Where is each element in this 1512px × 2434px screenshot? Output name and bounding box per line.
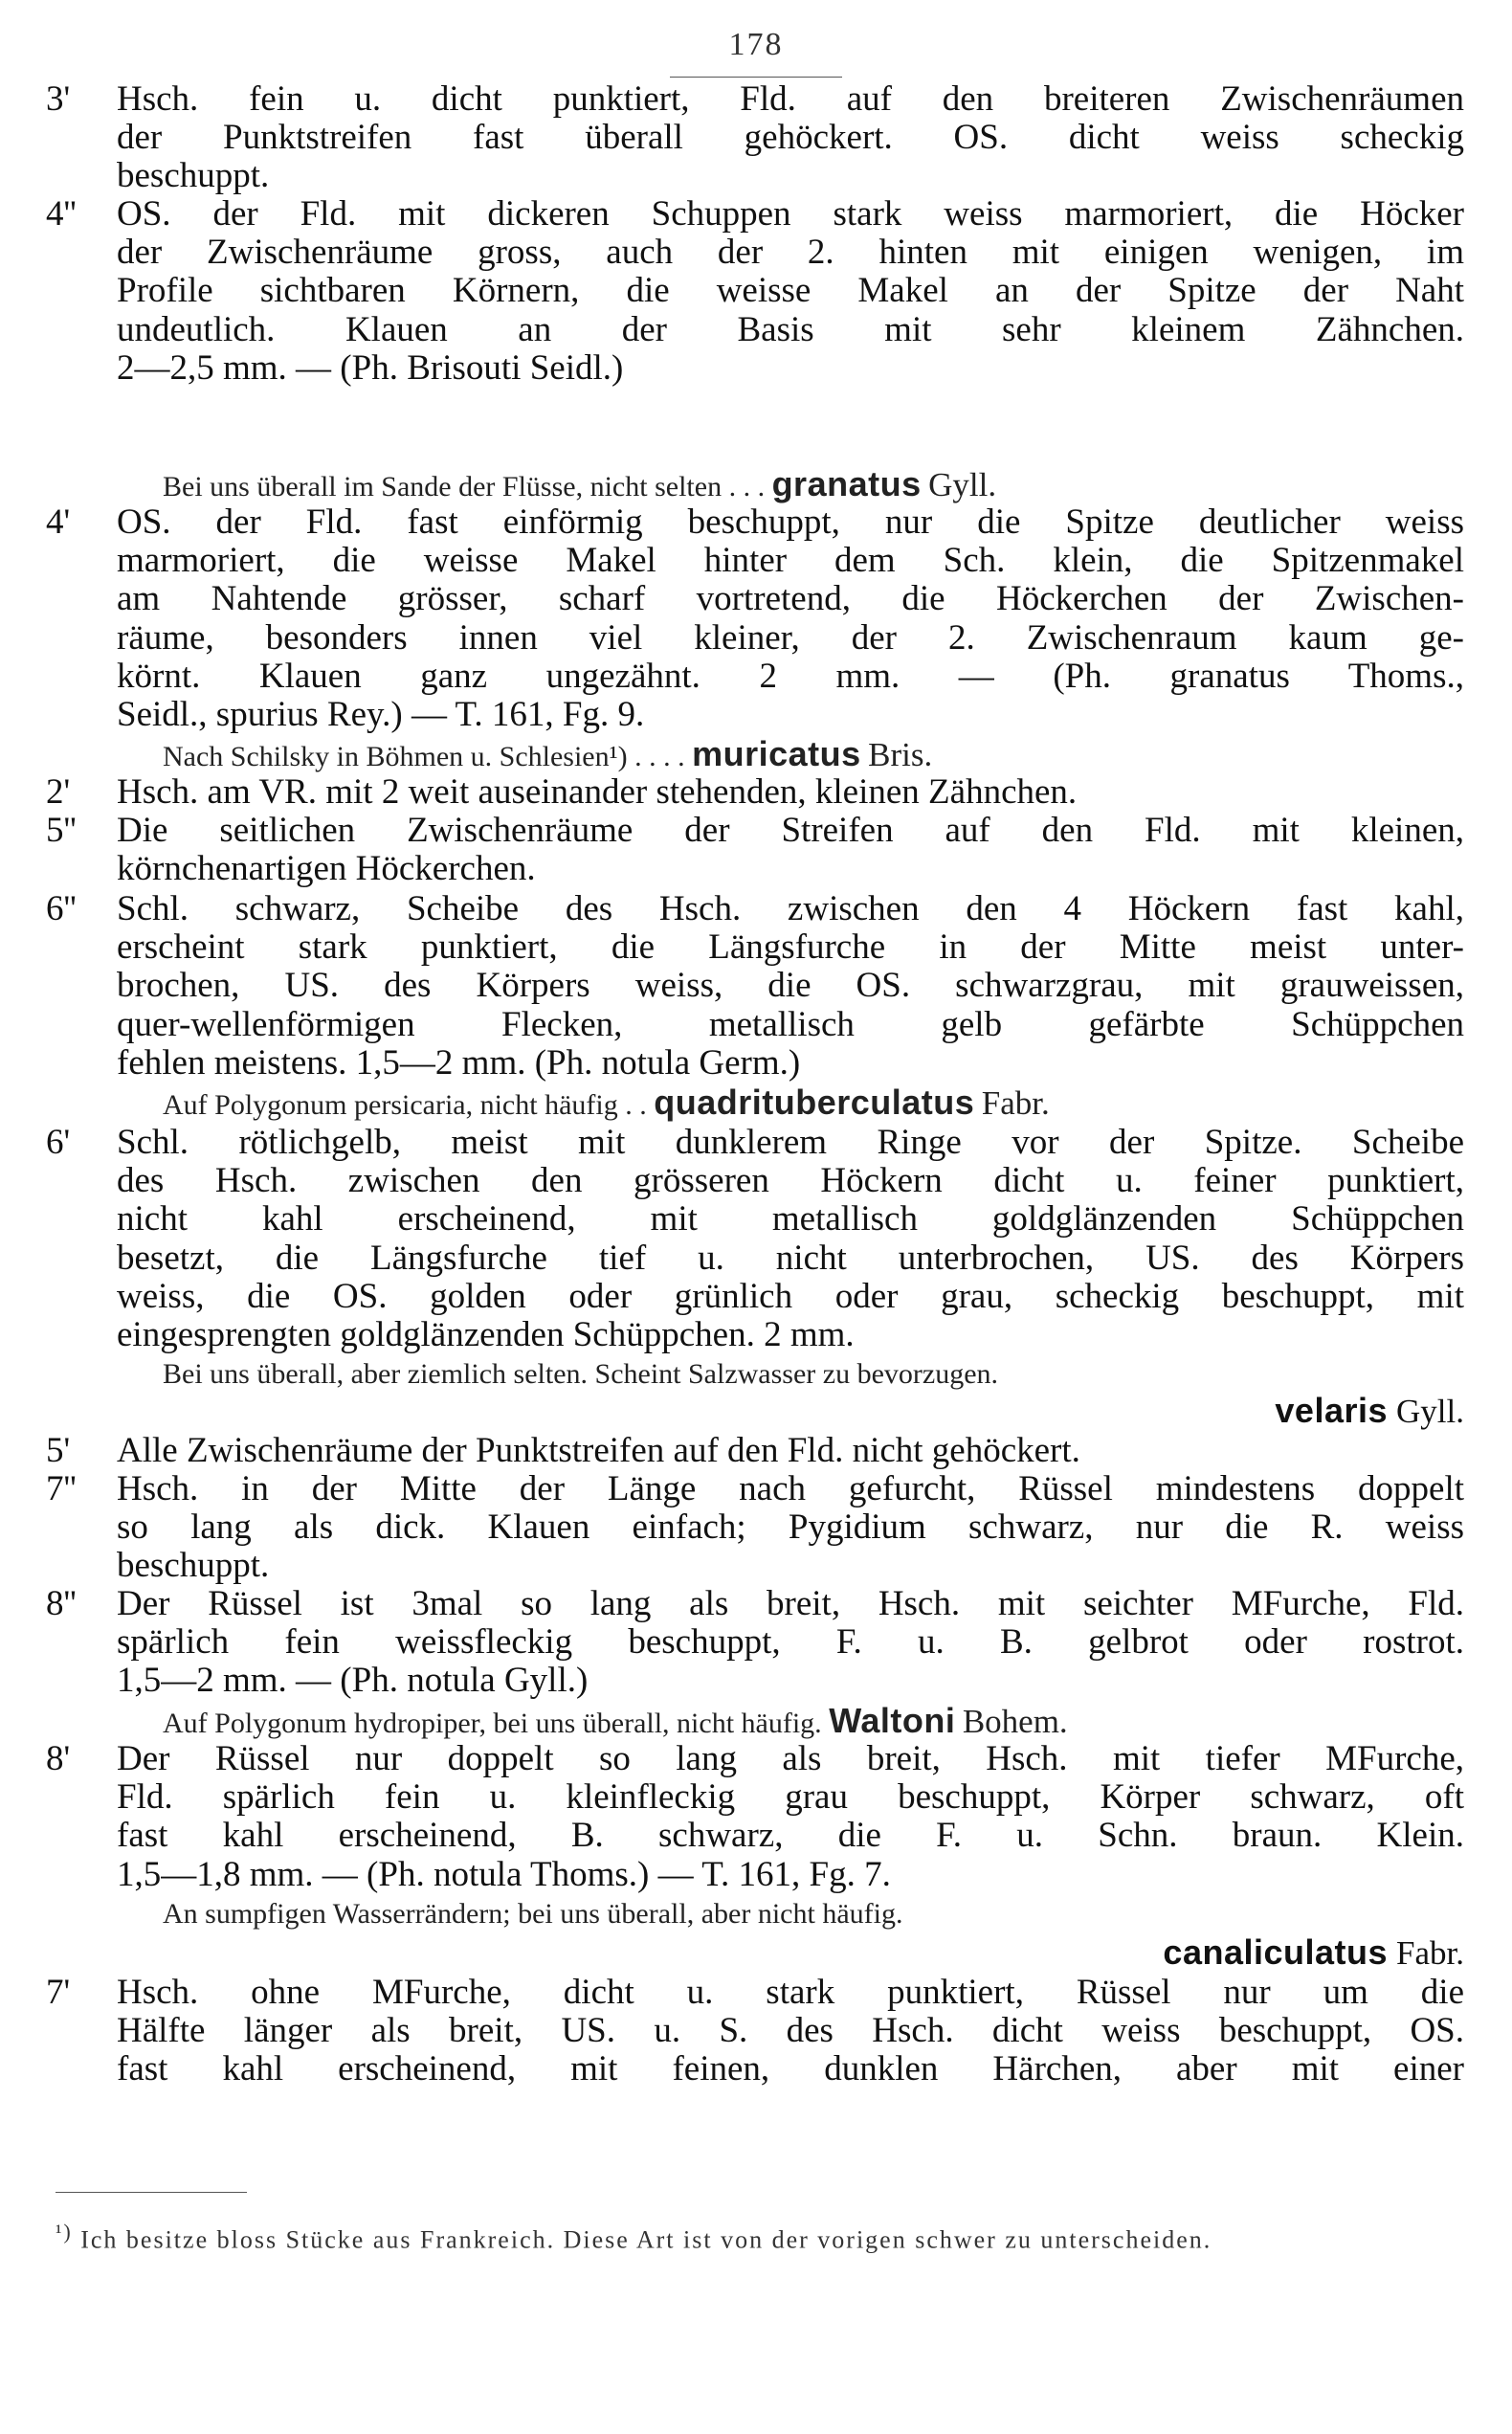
species-author: Fabr.: [981, 1084, 1050, 1122]
key-number: 8': [46, 1739, 71, 1778]
key-number: 5'': [46, 811, 77, 850]
text-line: Profile sichtbaren Körnern, die weisse Makel an der Spitze der Naht: [117, 271, 1464, 311]
footnote-rule: [56, 2192, 247, 2193]
text-line: Fld. spärlich fein u. kleinfleckig grau beschuppt, Körper schwarz, oft: [117, 1777, 1464, 1818]
footnote: [56, 2215, 1464, 2258]
habitat-line: [163, 735, 1464, 776]
text-line: Der Rüssel ist 3mal so lang als breit, Hsch. mit seichter MFurche, Fld.: [117, 1584, 1464, 1623]
text-line: Der Rüssel nur doppelt so lang als breit, Hsch. mit tiefer MFurche,: [117, 1739, 1464, 1778]
entry-text: [117, 1740, 1464, 1894]
species-line: [117, 1933, 1464, 1973]
text-line: am Nahtende grösser, scharf vortretend, die Höckerchen der Zwischen-: [117, 579, 1464, 619]
key-number: 8'': [46, 1584, 77, 1623]
entry-text: [117, 773, 1464, 812]
text-line: 2—2,5 mm. — (Ph. Brisouti Seidl.): [117, 347, 624, 388]
entry-text: [117, 1585, 1464, 1701]
key-number: 6': [46, 1123, 71, 1162]
entry-text: [117, 1432, 1464, 1470]
text-line: fehlen meistens. 1,5—2 mm. (Ph. notula Germ.): [117, 1042, 801, 1083]
habitat-note: Auf Polygonum persicaria, nicht häufig . .: [163, 1089, 647, 1121]
species-name: Waltoni: [829, 1701, 956, 1740]
header-rule: [670, 77, 842, 78]
text-line: Hsch. am VR. mit 2 weit auseinander stehenden, kleinen Zähnchen.: [117, 772, 1078, 812]
habitat-note: Bei uns überall im Sande der Flüsse, nicht selten . . .: [163, 471, 766, 502]
text-line: quer-wellenförmigen Flecken, metallisch gelb gefärbte Schüppchen: [117, 1004, 1464, 1044]
text-line: weiss, die OS. golden oder grünlich oder grau, scheckig beschuppt, mit: [117, 1276, 1464, 1316]
species-author: Fabr.: [1396, 1934, 1464, 1972]
habitat-line: [163, 1083, 1464, 1125]
text-line: beschuppt.: [117, 156, 270, 196]
species-author: Bohem.: [962, 1703, 1068, 1740]
entry-text: [117, 1470, 1464, 1586]
footnote-text: Ich besitze bloss Stücke aus Frankreich. Diese Art ist von der vorigen schwer zu unterscheiden.: [80, 2225, 1212, 2254]
species-name: canaliculatus: [1163, 1932, 1389, 1972]
habitat-note: Nach Schilsky in Böhmen u. Schlesien¹) . . . .: [163, 741, 685, 772]
species-name: velaris: [1275, 1391, 1389, 1430]
text-line: spärlich fein weissfleckig beschuppt, F. u. B. gelbrot oder rostrot.: [117, 1622, 1464, 1663]
entry-text: [117, 195, 1464, 388]
habitat-note: Auf Polygonum hydropiper, bei uns überall, nicht häufig.: [163, 1708, 822, 1739]
entry-text: [117, 80, 1464, 196]
species-author: Gyll.: [928, 466, 997, 503]
species-name: muricatus: [692, 734, 861, 773]
text-line: körnchenartigen Höckerchen.: [117, 849, 536, 889]
footnote-marker: ¹): [56, 2221, 73, 2244]
text-line: 1,5—1,8 mm. — (Ph. notula Thoms.) — T. 161, Fg. 7.: [117, 1854, 891, 1894]
species-name: granatus: [771, 464, 922, 503]
text-line: eingesprengten goldglänzenden Schüppchen. 2 mm.: [117, 1315, 855, 1355]
habitat-line: [163, 465, 1464, 506]
entry-text: [117, 503, 1464, 734]
key-number: 6'': [46, 889, 77, 928]
text-line: körnt. Klauen ganz ungezähnt. 2 mm. — (Ph. granatus Thoms.,: [117, 656, 1464, 696]
key-number: 2': [46, 772, 71, 812]
key-number: 7': [46, 1973, 71, 2012]
text-line: marmoriert, die weisse Makel hinter dem Sch. klein, die Spitzenmakel: [117, 541, 1464, 581]
text-line: des Hsch. zwischen den grösseren Höckern dicht u. feiner punktiert,: [117, 1161, 1464, 1201]
entry-text: [117, 890, 1464, 1083]
text-line: der Zwischenräume gross, auch der 2. hinten mit einigen wenigen, im: [117, 233, 1464, 273]
habitat-line: [163, 1702, 1464, 1743]
entry-text: [117, 1124, 1464, 1354]
key-number: 5': [46, 1431, 71, 1470]
text-line: so lang als dick. Klauen einfach; Pygidium schwarz, nur die R. weiss: [117, 1507, 1464, 1548]
text-line: Hälfte länger als breit, US. u. S. des Hsch. dicht weiss beschuppt, OS.: [117, 2011, 1464, 2051]
text-line: Alle Zwischenräume der Punktstreifen auf den Fld. nicht gehöckert.: [117, 1431, 1080, 1470]
key-number: 3': [46, 79, 71, 119]
page-number: 178: [728, 27, 784, 62]
species-author: Gyll.: [1396, 1393, 1464, 1430]
text-line: Seidl., spurius Rey.) — T. 161, Fg. 9.: [117, 695, 645, 735]
species-line: [117, 1392, 1464, 1431]
habitat-note: An sumpfigen Wasserrändern; bei uns überall, aber nicht häufig.: [163, 1898, 903, 1930]
entry-text: [117, 1974, 1464, 2089]
species-author: Bris.: [868, 736, 933, 773]
text-line: beschuppt.: [117, 1546, 270, 1586]
text-line: OS. der Fld. mit dickeren Schuppen stark weiss marmoriert, die Höcker: [117, 194, 1464, 234]
text-line: Die seitlichen Zwischenräume der Streifen auf den Fld. mit kleinen,: [117, 811, 1464, 850]
text-line: Schl. schwarz, Scheibe des Hsch. zwischen den 4 Höckern fast kahl,: [117, 889, 1464, 928]
text-line: 1,5—2 mm. — (Ph. notula Gyll.): [117, 1661, 589, 1701]
text-line: Hsch. in der Mitte der Länge nach gefurcht, Rüssel mindestens doppelt: [117, 1469, 1464, 1508]
text-line: besetzt, die Längsfurche tief u. nicht unterbrochen, US. des Körpers: [117, 1238, 1464, 1278]
text-line: brochen, US. des Körpers weiss, die OS. schwarzgrau, mit grauweissen,: [117, 966, 1464, 1006]
text-line: Schl. rötlichgelb, meist mit dunklerem Ringe vor der Spitze. Scheibe: [117, 1123, 1464, 1162]
habitat-note: Bei uns überall, aber ziemlich selten. Scheint Salzwasser zu bevorzugen.: [163, 1358, 999, 1390]
key-number: 4': [46, 502, 71, 542]
text-line: Hsch. fein u. dicht punktiert, Fld. auf den breiteren Zwischenräumen: [117, 79, 1464, 119]
text-line: fast kahl erscheinend, mit feinen, dunklen Härchen, aber mit einer: [117, 2049, 1464, 2089]
entry-text: [117, 812, 1464, 888]
text-line: räume, besonders innen viel kleiner, der 2. Zwischenraum kaum ge-: [117, 617, 1464, 658]
text-line: nicht kahl erscheinend, mit metallisch goldglänzenden Schüppchen: [117, 1199, 1464, 1239]
text-line: fast kahl erscheinend, B. schwarz, die F. u. Schn. braun. Klein.: [117, 1816, 1464, 1856]
text-line: Hsch. ohne MFurche, dicht u. stark punktiert, Rüssel nur um die: [117, 1973, 1464, 2012]
text-line: OS. der Fld. fast einförmig beschuppt, nur die Spitze deutlicher weiss: [117, 502, 1464, 542]
text-line: undeutlich. Klauen an der Basis mit sehr kleinem Zähnchen.: [117, 309, 1464, 349]
key-number: 7'': [46, 1469, 77, 1508]
text-line: erscheint stark punktiert, die Längsfurche in der Mitte meist unter-: [117, 927, 1464, 968]
key-number: 4'': [46, 194, 77, 234]
text-line: der Punktstreifen fast überall gehöckert. OS. dicht weiss scheckig: [117, 118, 1464, 158]
species-name: quadrituberculatus: [654, 1083, 975, 1122]
